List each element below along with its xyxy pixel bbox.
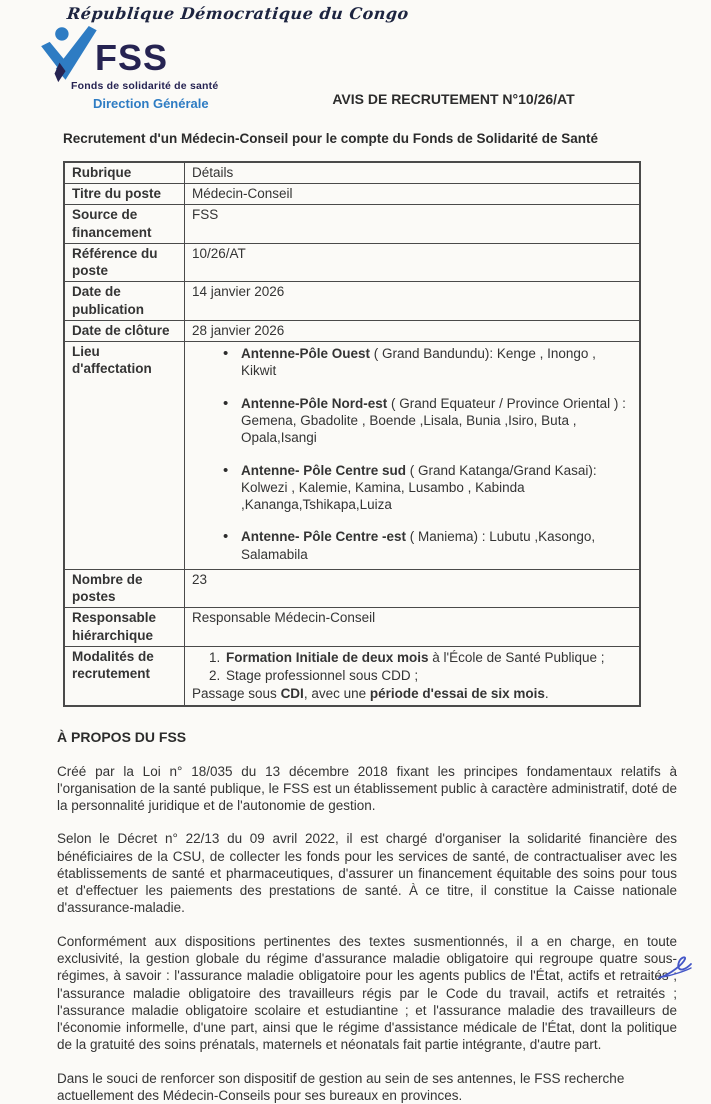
row-value: 14 janvier 2026 (192, 284, 285, 300)
list-item: • Antenne- Pôle Centre -est ( Maniema) : Lubutu ,Kasongo, Salamabila (192, 528, 632, 563)
table-row-titre (65, 184, 639, 205)
table-row-nombre-postes (65, 570, 639, 609)
list-item: • Antenne-Pôle Ouest ( Grand Bandundu): Kenge , Inongo , Kikwit (192, 345, 632, 380)
table-row-reference (65, 244, 639, 283)
fss-logo (57, 26, 272, 112)
row-label: Date de clôture (65, 321, 185, 341)
row-label: Modalités de recrutement (65, 647, 185, 705)
document-subtitle: Recrutement d'un Médecin-Conseil pour le compte du Fonds de Solidarité de Santé (63, 130, 599, 146)
about-paragraph-4: Dans le souci de renforcer son dispositif de gestion au sein de ses antennes, le FSS recherche actuellement des Médecin-Conseils pour ses bureaux en provinces. (57, 1070, 625, 1103)
row-value: Détails (192, 164, 234, 180)
table-row-date-publication (65, 282, 639, 321)
row-label: Source de financement (65, 205, 185, 243)
about-paragraph-2: Selon le Décret n° 22/13 du 09 avril 2022, il est chargé d'organiser la solidarité financière des bénéficiaires de la CSU, de collecter les fonds pour les services de santé, de contractualiser avec les établissements de santé et pharmaceutiques, d'assurer un financement équitable des soins pour tous et d'effectuer les paiements des prestations de santé. À ce titre, il constitue la Caisse nationale d'assurance-maladie. (57, 831, 677, 916)
row-value: FSS (192, 207, 219, 223)
row-value: Responsable Médecin-Conseil (192, 610, 376, 626)
row-label: Rubrique (65, 163, 185, 183)
row-value: 10/26/AT (192, 245, 246, 261)
row-value: 23 (192, 571, 208, 587)
row-label: Nombre de postes (65, 570, 185, 608)
signature-paraph-icon (657, 954, 693, 982)
list-item: 1. Formation Initiale de deux mois à l'École de Santé Publique ; (224, 649, 632, 666)
fss-department: Direction Générale (93, 95, 209, 111)
about-heading: À PROPOS DU FSS (57, 728, 187, 745)
modalites-list (192, 649, 632, 685)
list-item: 2. Stage professionnel sous CDD ; (224, 667, 632, 684)
fss-acronym: FSS (95, 37, 169, 79)
list-item: • Antenne- Pôle Centre sud ( Grand Katanga/Grand Kasai): Kolwezi , Kalemie, Kamina, Lusambo , Kabinda ,Kananga,Tshikapa,Luiza (192, 462, 632, 514)
fss-tagline: Fonds de solidarité de santé (71, 80, 219, 93)
country-header: République Démocratique du Congo (66, 4, 410, 23)
details-table (63, 161, 641, 707)
fss-logo-person-icon (37, 26, 99, 84)
row-label: Titre du poste (65, 184, 185, 204)
table-row-source (65, 205, 639, 244)
document-header (57, 26, 675, 112)
row-label: Lieu d'affectation (65, 342, 185, 569)
table-row-responsable (65, 608, 639, 647)
modalites-footer: Passage sous CDI, avec une période d'essai de six mois. (192, 686, 549, 702)
table-row-modalites (65, 647, 639, 705)
row-label: Date de publication (65, 282, 185, 320)
table-row-date-cloture (65, 321, 639, 342)
row-value: 28 janvier 2026 (192, 322, 285, 338)
notice-title: AVIS DE RECRUTEMENT N°10/26/AT (332, 90, 575, 107)
about-paragraph-3: Conformément aux dispositions pertinentes des textes susmentionnés, il a en charge, en toute exclusivité, la gestion globale du régime d'assurance maladie obligatoire qui regroupe quatre sous-régimes, à savoir : l'assurance maladie obligatoire pour les agents publics de l'État, actifs et retraités ; l'assurance maladie obligatoire des travailleurs régis par le Code du travail, actifs et retraités ; l'assurance maladie obligatoire scolaire et estudiantine ; et l'assurance maladie des travailleurs de l'économie informelle, d'une part, ainsi que le régime d'assistance médicale de l'État, dont la politique de la gratuité des soins prénatals, maternels et néonatals fait partie intégrante, d'autre part. (57, 933, 677, 1053)
affectation-list (192, 345, 632, 563)
row-label: Responsable hiérarchique (65, 608, 185, 646)
about-paragraph-1: Créé par la Loi n° 18/035 du 13 décembre 2018 fixant les principes fondamentaux relatifs à l'organisation de la santé publique, le FSS est un établissement public à caractère administratif, doté de la personnalité juridique et de l'autonomie de gestion. (57, 763, 677, 814)
row-value: Médecin-Conseil (192, 186, 293, 202)
table-row-header (65, 163, 639, 184)
row-label: Référence du poste (65, 244, 185, 282)
list-item: • Antenne-Pôle Nord-est ( Grand Equateur / Province Oriental ) : Gemena, Gbadolite , Boende ,Lisala, Bunia ,Isiro, Buta , Opala,Isangi (192, 395, 632, 447)
table-row-lieu-affectation (65, 342, 639, 570)
